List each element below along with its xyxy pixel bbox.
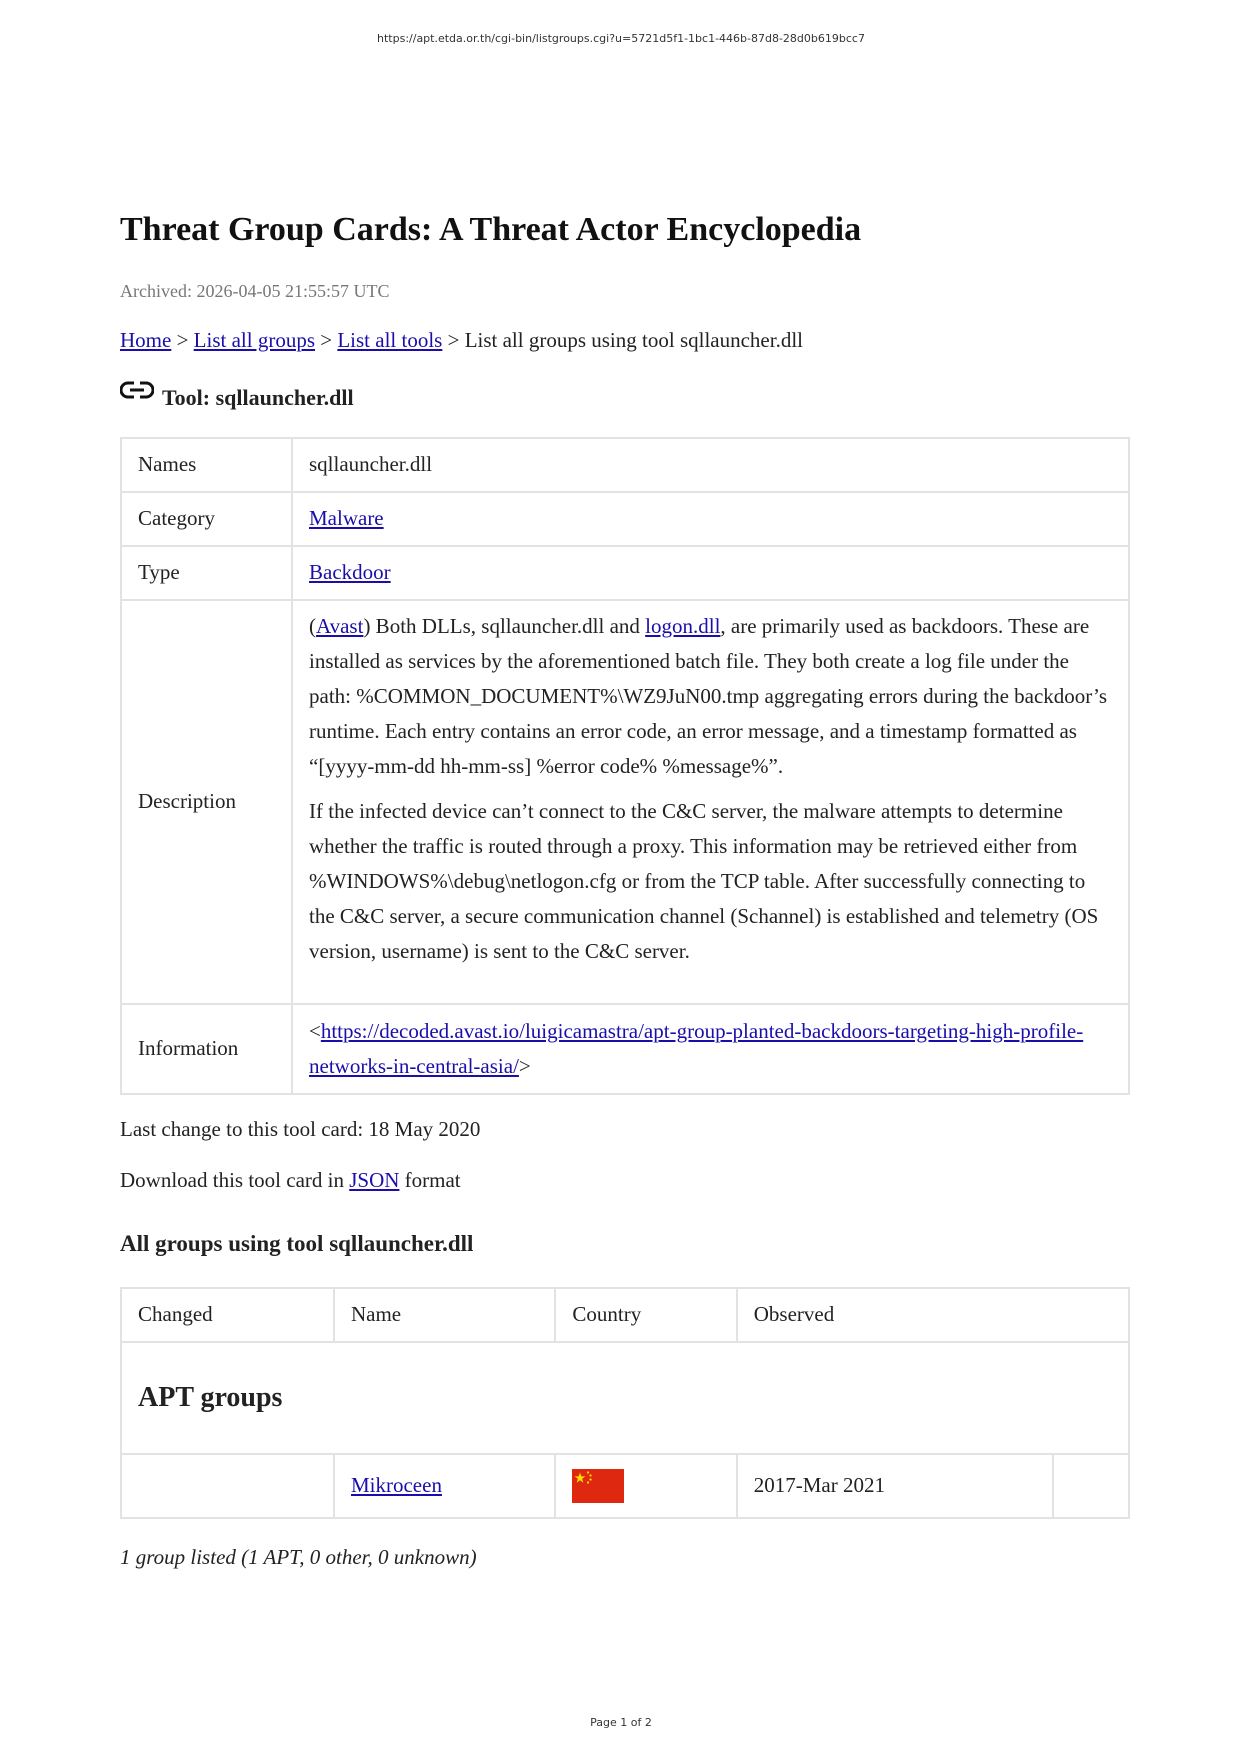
breadcrumb-separator: > [176,327,189,352]
desc-text-b: , are primarily used as backdoors. These are installed as services by the aforementioned batch file. They both create a log file under the path: %COMMON_DOCUMENT%\WZ9JuN00.tmp aggregating errors during the backdoor’s runtime. Each entry contains an error code, an error message, and a timestamp formatted as “[yyyy-mm-dd hh-mm-ss] %error code% %message%”. [309,613,1108,778]
information-label: Information [121,1004,292,1094]
breadcrumb [120,328,1130,353]
download-line [120,1168,1130,1193]
empty-cell [1053,1454,1129,1518]
section-title: APT groups [138,1381,283,1413]
section-row [121,1342,1129,1454]
changed-cell [121,1454,334,1518]
section-cell [121,1342,1129,1454]
column-header-changed: Changed [121,1288,334,1342]
category-cell [292,492,1129,546]
table-row [121,1004,1129,1094]
tool-heading-text: Tool: sqllauncher.dll [162,384,354,410]
tool-heading [120,385,1130,411]
breadcrumb-home-link[interactable]: Home [120,327,172,352]
group-link-mikroceen[interactable]: Mikroceen [350,1473,442,1498]
link-icon [120,380,154,400]
observed-cell: 2017-Mar 2021 [737,1454,1053,1518]
print-footer-page: Page 1 of 2 [590,1716,652,1729]
name-cell [334,1454,555,1518]
last-change-text: Last change to this tool card: 18 May 2020 [120,1116,481,1141]
desc-source-link[interactable]: Avast [316,613,364,638]
info-open: < [309,1018,321,1043]
download-suffix: format [404,1167,461,1192]
desc-text-a: ) Both DLLs, sqllauncher.dll and [363,613,646,638]
page-content [120,210,1130,1570]
type-cell [292,546,1129,600]
type-link[interactable]: Backdoor [309,559,391,584]
information-link[interactable]: https://decoded.avast.io/luigicamastra/apt-group-planted-backdoors-targeting-high-profile-networks-in-central-asia/ [309,1018,1084,1078]
table-row [121,438,1129,492]
breadcrumb-tools-link[interactable]: List all tools [337,327,443,352]
desc-open: ( [309,613,316,638]
table-row [121,1454,1129,1518]
groups-heading: All groups using tool sqllauncher.dll [120,1230,474,1256]
archived-timestamp: Archived: 2026-04-05 21:55:57 UTC [120,280,390,301]
names-label: Names [121,438,292,492]
country-cell [555,1454,736,1518]
download-prefix: Download this tool card in [120,1167,344,1192]
information-cell [292,1004,1129,1094]
description-paragraph-2: If the infected device can’t connect to the C&C server, the malware attempts to determine whether the traffic is routed through a proxy. This information may be retrieved either from %WINDOWS%\debug\netlogon.cfg or from the TCP table. After successfully connecting to the C&C server, a secure communication channel (Schannel) is established and telemetry (OS version, username) is sent to the C&C server. [309,798,1099,963]
category-link[interactable]: Malware [309,505,384,530]
json-download-link[interactable]: JSON [349,1167,400,1192]
names-value: sqllauncher.dll [292,438,1129,492]
breadcrumb-groups-link[interactable]: List all groups [193,327,315,352]
table-row [121,600,1129,1004]
breadcrumb-separator: > [320,327,333,352]
category-label: Category [121,492,292,546]
tool-card-table [120,437,1130,1095]
breadcrumb-separator: > [447,327,460,352]
groups-table [120,1287,1130,1519]
table-row [121,492,1129,546]
column-header-observed: Observed [737,1288,1129,1342]
info-close: > [518,1053,531,1078]
print-header-url: https://apt.etda.or.th/cgi-bin/listgroups.cgi?u=5721d5f1-1bc1-446b-87d8-28d0b619bcc7 [377,32,865,45]
table-row [121,546,1129,600]
type-label: Type [121,546,292,600]
column-header-name: Name [334,1288,555,1342]
description-cell [292,600,1129,1004]
table-header-row [121,1288,1129,1342]
china-flag-icon [572,1469,624,1503]
desc-logon-link[interactable]: logon.dll [645,613,721,638]
column-header-country: Country [555,1288,736,1342]
description-label: Description [121,600,292,1004]
groups-summary: 1 group listed (1 APT, 0 other, 0 unknown) [120,1544,477,1569]
description-paragraph [309,609,1112,784]
page-title: Threat Group Cards: A Threat Actor Encyclopedia [120,211,862,248]
breadcrumb-current: List all groups using tool sqllauncher.dll [464,327,803,352]
